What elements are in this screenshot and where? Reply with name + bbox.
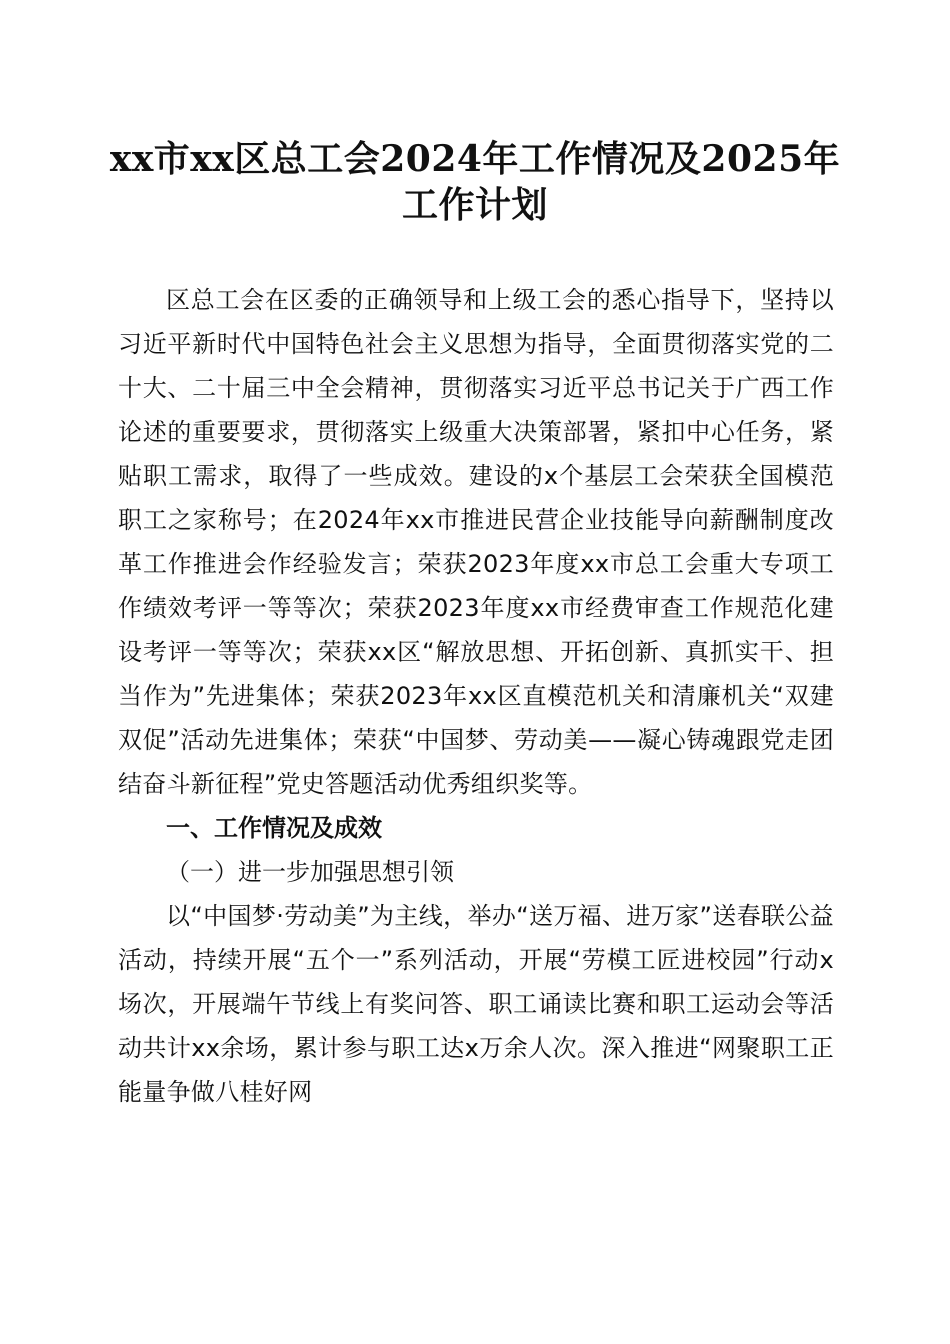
title-line-2: 工作计划 <box>401 184 548 226</box>
document-title <box>90 136 860 228</box>
document-body <box>118 278 834 1114</box>
section-heading-1: 一、工作情况及成效 <box>166 814 382 842</box>
subsection-1-paragraph: 以“中国梦·劳动美”为主线，举办“送万福、进万家”送春联公益活动，持续开展“五个一”系列活动，开展“劳模工匠进校园”行动x场次，开展端午节线上有奖问答、职工诵读比赛和职工运动会等活动共计xx余场，累计参与职工达x万余人次。深入推进“网聚职工正能量争做八桂好网 <box>118 902 834 1106</box>
title-line-1: xx市xx区总工会2024年工作情况及2025年 <box>109 138 841 180</box>
subsection-heading-1: （一）进一步加强思想引领 <box>166 858 454 886</box>
intro-paragraph: 区总工会在区委的正确领导和上级工会的悉心指导下，坚持以习近平新时代中国特色社会主义思想为指导，全面贯彻落实党的二十大、二十届三中全会精神，贯彻落实习近平总书记关于广西工作论述的重要要求，贯彻落实上级重大决策部署，紧扣中心任务，紧贴职工需求，取得了一些成效。建设的x个基层工会荣获全国模范职工之家称号；在2024年xx市推进民营企业技能导向薪酬制度改革工作推进会作经验发言；荣获2023年度xx市总工会重大专项工作绩效考评一等等次；荣获2023年度xx市经费审查工作规范化建设考评一等等次；荣获xx区“解放思想、开拓创新、真抓实干、担当作为”先进集体；荣获2023年xx区直模范机关和清廉机关“双建双促”活动先进集体；荣获“中国梦、劳动美——凝心铸魂跟党走团结奋斗新征程”党史答题活动优秀组织奖等。 <box>118 286 834 798</box>
